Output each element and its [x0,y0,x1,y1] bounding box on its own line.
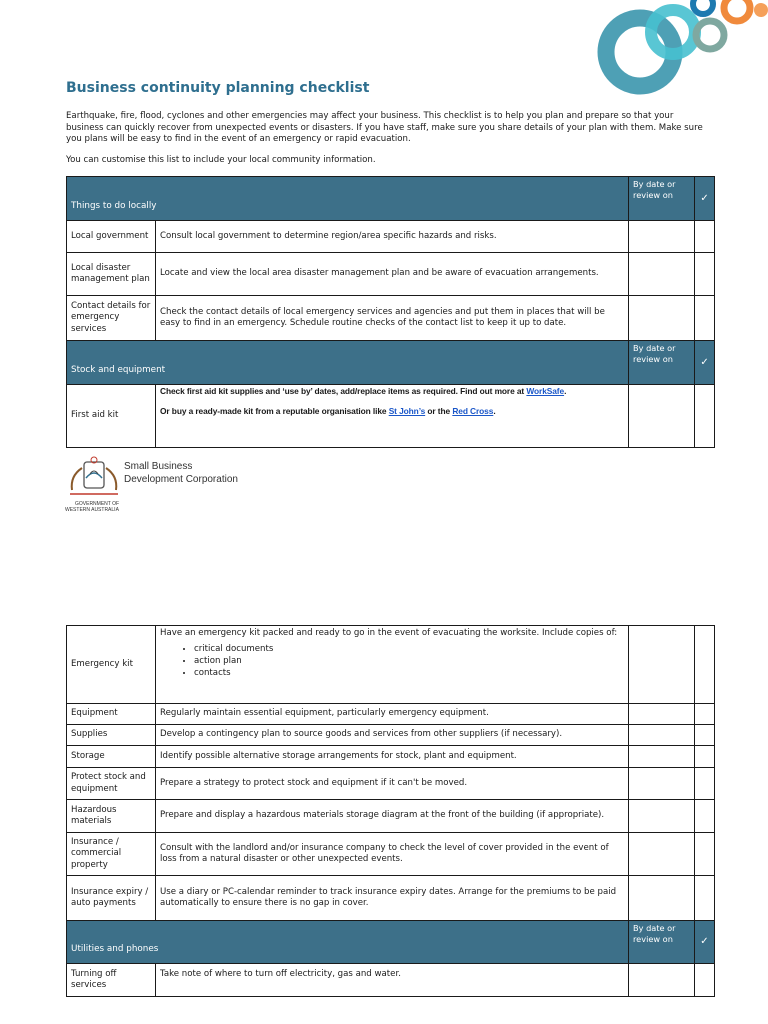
row-label: Insurance expiry / auto payments [67,876,156,921]
table-row [67,626,715,704]
by-date-cell[interactable] [629,768,695,800]
by-date-cell[interactable] [629,833,695,876]
check-cell[interactable] [695,626,715,704]
by-date-cell[interactable] [629,221,695,253]
emergency-kit-list [160,643,624,679]
section-header-stock [67,341,715,385]
row-label: Protect stock and equipment [67,768,156,800]
table-row [67,768,715,800]
table-row [67,876,715,921]
row-text: Prepare a strategy to protect stock and equipment if it can't be moved. [156,768,629,800]
row-text: Develop a contingency plan to source goods and services from other suppliers (if necessary). [156,725,629,746]
check-cell[interactable] [695,964,715,997]
row-text: Use a diary or PC-calendar reminder to track insurance expiry dates. Arrange for the premiums to be paid automatically to ensure there is no gap in cover. [156,876,629,921]
list-item: • action plan [194,655,624,667]
section-header-utilities [67,921,715,964]
row-label: Contact details for emergency services [67,296,156,341]
table-row [67,296,715,341]
checklist-table-2 [66,625,715,997]
by-date-cell[interactable] [629,385,695,448]
row-label: Emergency kit [67,626,156,704]
by-date-header: By date or review on [629,341,695,385]
by-date-cell[interactable] [629,296,695,341]
list-item: • critical documents [194,643,624,655]
gov-wa-text: GOVERNMENT OF WESTERN AUSTRALIA [65,501,120,513]
row-label: Hazardous materials [67,800,156,833]
check-cell[interactable] [695,833,715,876]
red-cross-link[interactable]: Red Cross [452,406,494,417]
first-aid-line2: Or buy a ready-made kit from a reputable organisation like [160,406,387,417]
emergency-kit-text: Have an emergency kit packed and ready to go in the event of evacuating the worksite. Include copies of: • critical documents • action plan • contacts [156,626,629,704]
row-label: Supplies [67,725,156,746]
first-aid-text: Check first aid kit supplies and ‘use by’ dates, add/replace items as required. Find out more at WorkSafe. Or buy a ready-made kit from a reputable organisation like St John’s or the Red Cross. [156,385,629,448]
row-label: Equipment [67,704,156,725]
row-text: Check the contact details of local emergency services and agencies and put them in places that will be easy to find in an emergency. Schedule routine checks of the contact list to keep it up to date. [156,296,629,341]
table-row [67,746,715,768]
table-row [67,725,715,746]
row-text: Consult local government to determine region/area specific hazards and risks. [156,221,629,253]
row-label: Insurance / commercial property [67,833,156,876]
by-date-cell[interactable] [629,800,695,833]
row-label: Turning off services [67,964,156,997]
table-row [67,800,715,833]
check-cell[interactable] [695,385,715,448]
by-date-cell[interactable] [629,704,695,725]
table-row [67,833,715,876]
by-date-header: By date or review on [629,177,695,221]
row-text: Locate and view the local area disaster management plan and be aware of evacuation arrangements. [156,253,629,296]
section-title: Things to do locally [67,177,629,221]
section-header-local [67,177,715,221]
page-title: Business continuity planning checklist [66,80,370,96]
table-row [67,385,715,448]
row-text: Consult with the landlord and/or insurance company to check the level of cover provided in the event of loss from a natural disaster or other unexpected events. [156,833,629,876]
wa-coat-of-arms-icon [66,456,122,500]
row-text: Take note of where to turn off electricity, gas and water. [156,964,629,997]
check-cell[interactable] [695,253,715,296]
check-cell[interactable] [695,725,715,746]
decorative-circles [595,0,768,100]
check-cell[interactable] [695,800,715,833]
table-row [67,253,715,296]
sbdc-logo-text: Small Business Development Corporation [124,461,238,485]
by-date-cell[interactable] [629,725,695,746]
list-item: • contacts [194,667,624,679]
check-header: ✓ [695,921,715,964]
section-title: Stock and equipment [67,341,629,385]
check-cell[interactable] [695,221,715,253]
by-date-cell[interactable] [629,876,695,921]
check-header: ✓ [695,341,715,385]
row-text: Regularly maintain essential equipment, particularly emergency equipment. [156,704,629,725]
check-cell[interactable] [695,876,715,921]
or-the-text: or the [427,406,451,417]
by-date-cell[interactable] [629,746,695,768]
check-cell[interactable] [695,768,715,800]
row-text: Prepare and display a hazardous materials storage diagram at the front of the building (if appropriate). [156,800,629,833]
by-date-header: By date or review on [629,921,695,964]
row-label: Storage [67,746,156,768]
row-text: Identify possible alternative storage arrangements for stock, plant and equipment. [156,746,629,768]
intro-paragraph: Earthquake, fire, flood, cyclones and other emergencies may affect your business. This checklist is to help you plan and prepare so that your business can quickly recover from unexpected events or disasters. If you have staff, make sure you share details of your plan with them. Make sure you plans will be easy to find in the event of an emergency or rapid evacuation. [66,111,703,144]
st-johns-link[interactable]: St John’s [388,406,426,417]
row-label: First aid kit [67,385,156,448]
checklist-table-1 [66,176,715,448]
table-row [67,964,715,997]
first-aid-line1: Check first aid kit supplies and ‘use by’ dates, add/replace items as required. Find out more at [160,386,525,396]
by-date-cell[interactable] [629,964,695,997]
row-label: Local government [67,221,156,253]
check-cell[interactable] [695,296,715,341]
customise-note: You can customise this list to include your local community information. [66,155,376,165]
section-title: Utilities and phones [67,921,629,964]
by-date-cell[interactable] [629,253,695,296]
table-row [67,704,715,725]
check-cell[interactable] [695,746,715,768]
by-date-cell[interactable] [629,626,695,704]
check-header: ✓ [695,177,715,221]
row-label: Local disaster management plan [67,253,156,296]
worksafe-link[interactable]: WorkSafe [526,386,565,396]
check-cell[interactable] [695,704,715,725]
table-row [67,221,715,253]
